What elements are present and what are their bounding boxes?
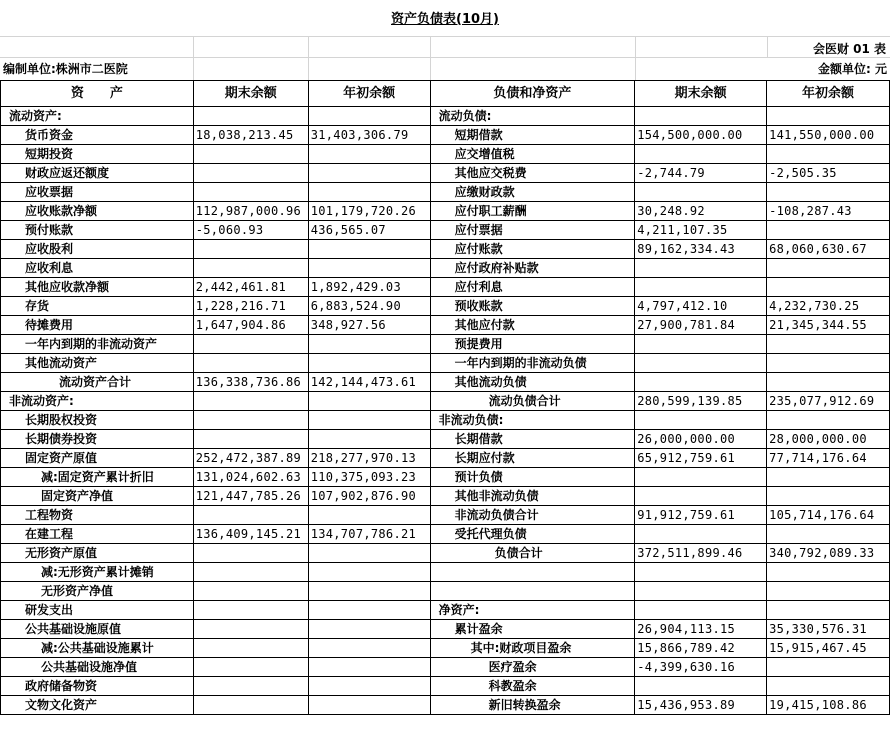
asset-end-value	[193, 240, 308, 259]
liab-begin-value	[767, 601, 890, 620]
asset-label: 应收股利	[1, 240, 194, 259]
asset-end-value: 136,409,145.21	[193, 525, 308, 544]
asset-end-value	[193, 696, 308, 715]
asset-begin-value	[308, 658, 430, 677]
asset-end-value: 121,447,785.26	[193, 487, 308, 506]
table-row	[1, 639, 890, 658]
asset-label: 文物文化资产	[1, 696, 194, 715]
asset-label: 减:固定资产累计折旧	[1, 468, 194, 487]
liab-label: 其他应交税费	[430, 164, 635, 183]
liab-begin-value	[767, 183, 890, 202]
asset-begin-value: 218,277,970.13	[308, 449, 430, 468]
table-row	[1, 107, 890, 126]
asset-end-value: 2,442,461.81	[193, 278, 308, 297]
asset-end-value	[193, 620, 308, 639]
liab-label: 流动负债合计	[430, 392, 635, 411]
liab-begin-value: 35,330,576.31	[767, 620, 890, 639]
liab-label: 累计盈余	[430, 620, 635, 639]
liab-begin-value	[767, 468, 890, 487]
table-row	[1, 316, 890, 335]
liab-end-value: 91,912,759.61	[635, 506, 767, 525]
liab-begin-value	[767, 658, 890, 677]
asset-label: 公共基础设施原值	[1, 620, 194, 639]
asset-label: 待摊费用	[1, 316, 194, 335]
liab-label: 短期借款	[430, 126, 635, 145]
asset-label: 政府储备物资	[1, 677, 194, 696]
asset-begin-value: 1,892,429.03	[308, 278, 430, 297]
grid-line	[193, 36, 194, 80]
table-row	[1, 430, 890, 449]
liab-end-value	[635, 107, 767, 126]
liab-label: 预提费用	[430, 335, 635, 354]
asset-label: 应收账款净额	[1, 202, 194, 221]
col-header-liab-begin: 年初余额	[767, 81, 890, 107]
asset-end-value: 131,024,602.63	[193, 468, 308, 487]
asset-end-value	[193, 506, 308, 525]
asset-end-value	[193, 392, 308, 411]
liab-begin-value: 4,232,730.25	[767, 297, 890, 316]
asset-begin-value	[308, 582, 430, 601]
asset-begin-value: 348,927.56	[308, 316, 430, 335]
asset-begin-value: 142,144,473.61	[308, 373, 430, 392]
liab-end-value: 154,500,000.00	[635, 126, 767, 145]
liab-end-value	[635, 183, 767, 202]
asset-label: 其他流动资产	[1, 354, 194, 373]
liab-end-value: 27,900,781.84	[635, 316, 767, 335]
liab-end-value	[635, 677, 767, 696]
table-row	[1, 221, 890, 240]
liab-end-value	[635, 145, 767, 164]
table-row	[1, 354, 890, 373]
asset-begin-value	[308, 620, 430, 639]
liab-begin-value	[767, 677, 890, 696]
table-row	[1, 297, 890, 316]
liab-begin-value: 340,792,089.33	[767, 544, 890, 563]
liab-end-value: 372,511,899.46	[635, 544, 767, 563]
grid-line	[308, 36, 309, 80]
asset-label: 其他应收款净额	[1, 278, 194, 297]
liab-label: 受托代理负债	[430, 525, 635, 544]
liab-label: 其他非流动负债	[430, 487, 635, 506]
asset-label: 无形资产净值	[1, 582, 194, 601]
liab-begin-value	[767, 107, 890, 126]
liab-end-value	[635, 373, 767, 392]
asset-end-value	[193, 107, 308, 126]
asset-begin-value	[308, 107, 430, 126]
liab-begin-value: -108,287.43	[767, 202, 890, 221]
liab-end-value	[635, 487, 767, 506]
liab-label	[430, 582, 635, 601]
asset-begin-value	[308, 430, 430, 449]
asset-label: 流动资产合计	[1, 373, 194, 392]
liab-end-value: 4,211,107.35	[635, 221, 767, 240]
liab-begin-value	[767, 335, 890, 354]
asset-end-value	[193, 639, 308, 658]
asset-begin-value: 134,707,786.21	[308, 525, 430, 544]
table-row	[1, 164, 890, 183]
asset-end-value: 18,038,213.45	[193, 126, 308, 145]
asset-begin-value	[308, 183, 430, 202]
asset-end-value	[193, 335, 308, 354]
asset-label: 固定资产净值	[1, 487, 194, 506]
liab-label: 应付利息	[430, 278, 635, 297]
asset-end-value	[193, 411, 308, 430]
liab-label: 预收账款	[430, 297, 635, 316]
liab-label: 应交增值税	[430, 145, 635, 164]
liab-end-value	[635, 335, 767, 354]
asset-begin-value	[308, 411, 430, 430]
table-row	[1, 240, 890, 259]
grid-line	[0, 36, 890, 37]
table-row	[1, 601, 890, 620]
liab-begin-value	[767, 354, 890, 373]
asset-begin-value	[308, 544, 430, 563]
liab-label: 应付职工薪酬	[430, 202, 635, 221]
asset-end-value	[193, 677, 308, 696]
asset-label: 财政应返还额度	[1, 164, 194, 183]
liab-label: 一年内到期的非流动负债	[430, 354, 635, 373]
asset-end-value	[193, 430, 308, 449]
table-row	[1, 563, 890, 582]
liab-label: 负债合计	[430, 544, 635, 563]
grid-line	[430, 36, 431, 80]
asset-label: 固定资产原值	[1, 449, 194, 468]
asset-label: 长期债券投资	[1, 430, 194, 449]
asset-begin-value: 101,179,720.26	[308, 202, 430, 221]
grid-line	[0, 57, 890, 58]
table-row	[1, 126, 890, 145]
table-row	[1, 259, 890, 278]
liab-end-value	[635, 525, 767, 544]
liab-begin-value	[767, 582, 890, 601]
asset-begin-value	[308, 335, 430, 354]
asset-begin-value	[308, 601, 430, 620]
liab-end-value: 89,162,334.43	[635, 240, 767, 259]
liab-label: 科教盈余	[430, 677, 635, 696]
liab-label	[430, 563, 635, 582]
liab-label: 应缴财政款	[430, 183, 635, 202]
asset-label: 流动资产:	[1, 107, 194, 126]
asset-begin-value	[308, 506, 430, 525]
table-row	[1, 183, 890, 202]
liab-label: 非流动负债:	[430, 411, 635, 430]
asset-end-value	[193, 145, 308, 164]
asset-end-value: 1,647,904.86	[193, 316, 308, 335]
table-row	[1, 411, 890, 430]
asset-label: 在建工程	[1, 525, 194, 544]
grid-line	[635, 36, 636, 80]
table-row	[1, 468, 890, 487]
asset-begin-value	[308, 240, 430, 259]
asset-label: 存货	[1, 297, 194, 316]
liab-label: 其中:财政项目盈余	[430, 639, 635, 658]
table-row	[1, 658, 890, 677]
liab-end-value	[635, 582, 767, 601]
asset-end-value: -5,060.93	[193, 221, 308, 240]
liab-begin-value	[767, 145, 890, 164]
asset-end-value	[193, 259, 308, 278]
liab-begin-value	[767, 487, 890, 506]
asset-end-value	[193, 544, 308, 563]
asset-label: 研发支出	[1, 601, 194, 620]
asset-label: 短期投资	[1, 145, 194, 164]
liab-begin-value: -2,505.35	[767, 164, 890, 183]
asset-begin-value	[308, 563, 430, 582]
table-row	[1, 582, 890, 601]
liab-end-value: 15,866,789.42	[635, 639, 767, 658]
table-row	[1, 335, 890, 354]
asset-label: 减:无形资产累计摊销	[1, 563, 194, 582]
asset-begin-value: 110,375,093.23	[308, 468, 430, 487]
liab-label: 非流动负债合计	[430, 506, 635, 525]
col-header-asset-end: 期末余额	[193, 81, 308, 107]
liab-end-value: 26,904,113.15	[635, 620, 767, 639]
liab-begin-value	[767, 373, 890, 392]
liab-label: 应付政府补贴款	[430, 259, 635, 278]
liab-begin-value: 15,915,467.45	[767, 639, 890, 658]
asset-end-value: 112,987,000.96	[193, 202, 308, 221]
asset-end-value: 252,472,387.89	[193, 449, 308, 468]
liab-end-value: 26,000,000.00	[635, 430, 767, 449]
table-header-row	[1, 81, 890, 107]
asset-end-value	[193, 354, 308, 373]
liab-begin-value	[767, 411, 890, 430]
liab-begin-value: 21,345,344.55	[767, 316, 890, 335]
asset-end-value	[193, 658, 308, 677]
liab-end-value: 4,797,412.10	[635, 297, 767, 316]
liab-end-value	[635, 354, 767, 373]
asset-begin-value	[308, 639, 430, 658]
table-row	[1, 677, 890, 696]
asset-end-value	[193, 601, 308, 620]
asset-end-value	[193, 164, 308, 183]
table-row	[1, 620, 890, 639]
liab-end-value	[635, 468, 767, 487]
asset-label: 预付账款	[1, 221, 194, 240]
asset-label: 无形资产原值	[1, 544, 194, 563]
table-row	[1, 544, 890, 563]
asset-end-value: 136,338,736.86	[193, 373, 308, 392]
asset-label: 工程物资	[1, 506, 194, 525]
asset-begin-value	[308, 164, 430, 183]
table-row	[1, 392, 890, 411]
org-label: 编制单位:株洲市二医院	[3, 62, 128, 76]
liab-begin-value	[767, 259, 890, 278]
liab-end-value: 30,248.92	[635, 202, 767, 221]
asset-begin-value	[308, 145, 430, 164]
liab-begin-value: 68,060,630.67	[767, 240, 890, 259]
col-header-liab: 负债和净资产	[430, 81, 635, 107]
liab-begin-value: 28,000,000.00	[767, 430, 890, 449]
liab-begin-value: 77,714,176.64	[767, 449, 890, 468]
asset-begin-value	[308, 259, 430, 278]
asset-label: 应收票据	[1, 183, 194, 202]
asset-label: 减:公共基础设施累计	[1, 639, 194, 658]
asset-end-value	[193, 582, 308, 601]
liab-end-value: 15,436,953.89	[635, 696, 767, 715]
asset-label: 货币资金	[1, 126, 194, 145]
table-row	[1, 278, 890, 297]
asset-label: 公共基础设施净值	[1, 658, 194, 677]
asset-begin-value	[308, 392, 430, 411]
table-row	[1, 449, 890, 468]
asset-label: 长期股权投资	[1, 411, 194, 430]
liab-label: 医疗盈余	[430, 658, 635, 677]
liab-end-value: -4,399,630.16	[635, 658, 767, 677]
liab-begin-value	[767, 221, 890, 240]
asset-end-value	[193, 563, 308, 582]
asset-begin-value	[308, 696, 430, 715]
form-code: 会医财 01 表	[812, 42, 886, 56]
table-row	[1, 202, 890, 221]
asset-label: 非流动资产:	[1, 392, 194, 411]
liab-label: 应付账款	[430, 240, 635, 259]
liab-label: 长期应付款	[430, 449, 635, 468]
liab-end-value	[635, 278, 767, 297]
liab-end-value	[635, 563, 767, 582]
table-row	[1, 487, 890, 506]
asset-begin-value: 436,565.07	[308, 221, 430, 240]
liab-label: 新旧转换盈余	[430, 696, 635, 715]
table-row	[1, 525, 890, 544]
liab-label: 应付票据	[430, 221, 635, 240]
asset-begin-value	[308, 677, 430, 696]
col-header-liab-end: 期末余额	[635, 81, 767, 107]
liab-end-value: 280,599,139.85	[635, 392, 767, 411]
liab-end-value	[635, 259, 767, 278]
col-header-asset-begin: 年初余额	[308, 81, 430, 107]
asset-begin-value	[308, 354, 430, 373]
col-header-asset: 资 产	[1, 81, 194, 107]
liab-begin-value: 19,415,108.86	[767, 696, 890, 715]
liab-begin-value: 235,077,912.69	[767, 392, 890, 411]
liab-end-value: -2,744.79	[635, 164, 767, 183]
asset-begin-value: 6,883,524.90	[308, 297, 430, 316]
asset-begin-value: 31,403,306.79	[308, 126, 430, 145]
table-row	[1, 145, 890, 164]
grid-line	[767, 36, 768, 58]
liab-end-value	[635, 411, 767, 430]
liab-begin-value	[767, 278, 890, 297]
asset-label: 一年内到期的非流动资产	[1, 335, 194, 354]
asset-begin-value: 107,902,876.90	[308, 487, 430, 506]
asset-end-value	[193, 183, 308, 202]
table-row	[1, 696, 890, 715]
table-row	[1, 373, 890, 392]
liab-label: 其他应付款	[430, 316, 635, 335]
liab-begin-value	[767, 563, 890, 582]
table-row	[1, 506, 890, 525]
liab-label: 长期借款	[430, 430, 635, 449]
liab-begin-value: 141,550,000.00	[767, 126, 890, 145]
liab-label: 流动负债:	[430, 107, 635, 126]
liab-label: 预计负债	[430, 468, 635, 487]
liab-begin-value	[767, 525, 890, 544]
liab-begin-value: 105,714,176.64	[767, 506, 890, 525]
balance-sheet-table	[0, 80, 890, 715]
liab-label: 净资产:	[430, 601, 635, 620]
asset-label: 应收利息	[1, 259, 194, 278]
unit-label: 金额单位: 元	[818, 62, 887, 76]
liab-label: 其他流动负债	[430, 373, 635, 392]
asset-end-value: 1,228,216.71	[193, 297, 308, 316]
liab-end-value: 65,912,759.61	[635, 449, 767, 468]
report-title: 资产负债表(10月)	[391, 12, 499, 27]
liab-end-value	[635, 601, 767, 620]
